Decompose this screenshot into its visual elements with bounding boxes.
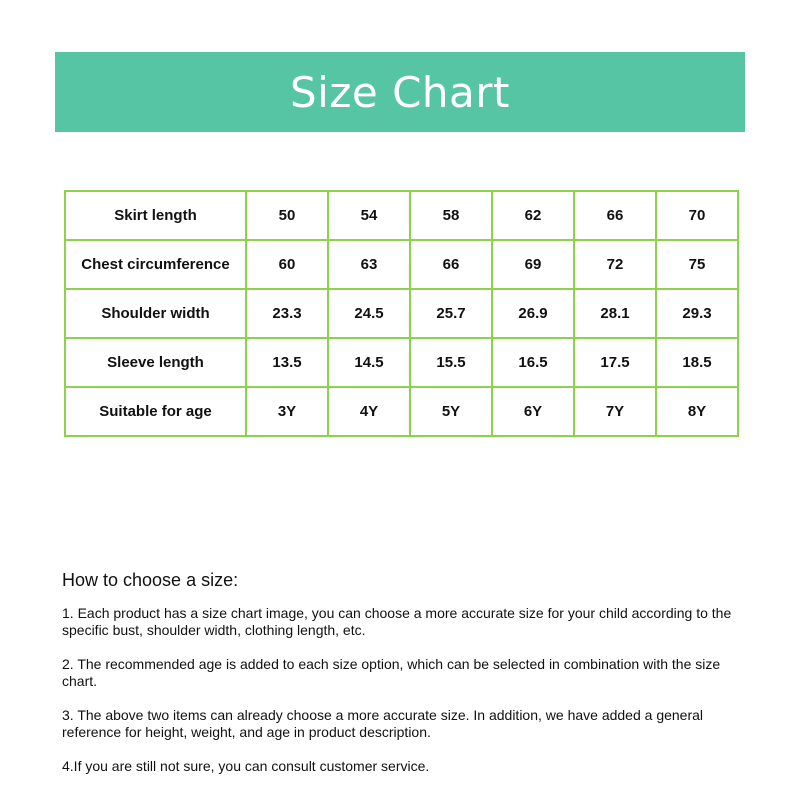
- row-label-suitable-for-age: Suitable for age: [65, 387, 246, 436]
- table-cell: 50: [246, 191, 328, 240]
- table-row: [65, 338, 738, 387]
- table-cell: 29.3: [656, 289, 738, 338]
- table-cell: 60: [246, 240, 328, 289]
- table-cell: 75: [656, 240, 738, 289]
- table-cell: 24.5: [328, 289, 410, 338]
- table-cell: 18.5: [656, 338, 738, 387]
- row-label-shoulder-width: Shoulder width: [65, 289, 246, 338]
- table-cell: 8Y: [656, 387, 738, 436]
- table-cell: 17.5: [574, 338, 656, 387]
- table-cell: 58: [410, 191, 492, 240]
- guide-item: 3. The above two items can already choose a more accurate size. In addition, we have added a general reference for height, weight, and age in product description.: [62, 707, 704, 740]
- size-chart-banner: [55, 52, 745, 132]
- table-cell: 70: [656, 191, 738, 240]
- size-table: [64, 190, 739, 437]
- table-cell: 72: [574, 240, 656, 289]
- table-row: [65, 191, 738, 240]
- table-cell: 63: [328, 240, 410, 289]
- table-cell: 62: [492, 191, 574, 240]
- guide-item: 2. The recommended age is added to each size option, which can be selected in combination with the size chart.: [62, 656, 721, 689]
- table-row: [65, 289, 738, 338]
- row-label-skirt-length: Skirt length: [65, 191, 246, 240]
- table-cell: 16.5: [492, 338, 574, 387]
- table-cell: 28.1: [574, 289, 656, 338]
- guide-heading: How to choose a size:: [62, 570, 239, 590]
- guide-item: 1. Each product has a size chart image, you can choose a more accurate size for your child according to the specific bust, shoulder width, clothing length, etc.: [62, 605, 732, 638]
- table-row: [65, 240, 738, 289]
- table-cell: 25.7: [410, 289, 492, 338]
- table-cell: 66: [574, 191, 656, 240]
- table-cell: 5Y: [410, 387, 492, 436]
- table-cell: 3Y: [246, 387, 328, 436]
- table-cell: 7Y: [574, 387, 656, 436]
- table-cell: 26.9: [492, 289, 574, 338]
- table-cell: 54: [328, 191, 410, 240]
- table-cell: 14.5: [328, 338, 410, 387]
- row-label-sleeve-length: Sleeve length: [65, 338, 246, 387]
- table-cell: 69: [492, 240, 574, 289]
- table-cell: 66: [410, 240, 492, 289]
- table-cell: 23.3: [246, 289, 328, 338]
- page-title: Size Chart: [290, 67, 510, 117]
- table-cell: 4Y: [328, 387, 410, 436]
- table-cell: 15.5: [410, 338, 492, 387]
- table-cell: 13.5: [246, 338, 328, 387]
- guide-item: 4.If you are still not sure, you can consult customer service.: [62, 758, 430, 774]
- table-cell: 6Y: [492, 387, 574, 436]
- row-label-chest-circumference: Chest circumference: [65, 240, 246, 289]
- table-row: [65, 387, 738, 436]
- size-guide: [62, 570, 752, 792]
